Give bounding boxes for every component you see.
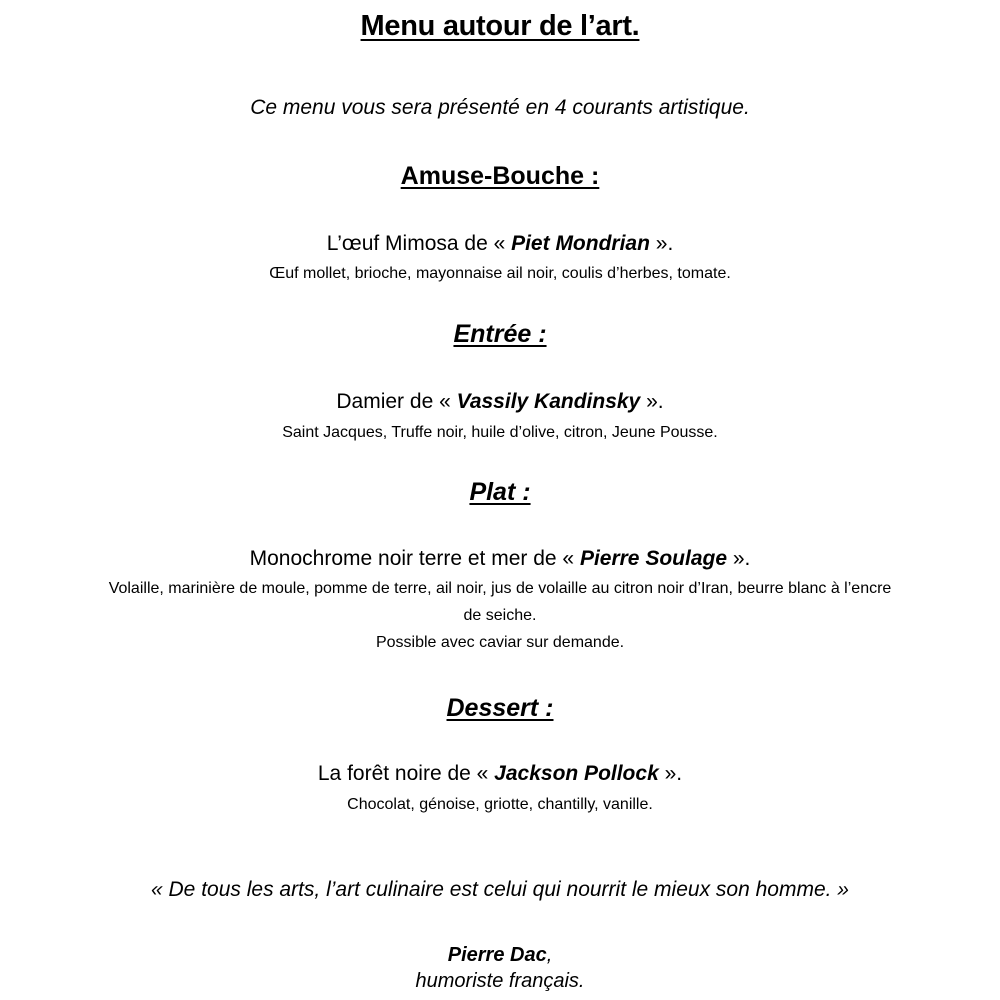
dish-suffix: ». <box>727 547 751 570</box>
dish-description: Œuf mollet, brioche, mayonnaise ail noir, coulis d’herbes, tomate. <box>269 265 731 282</box>
dish-prefix: Damier de « <box>336 390 457 413</box>
dish-description: de seiche. <box>463 607 537 624</box>
dish-description: Saint Jacques, Truffe noir, huile d’olive, citron, Jeune Pousse. <box>282 424 718 441</box>
closing-quote: « De tous les arts, l’art culinaire est celui qui nourrit le mieux son homme. » <box>151 878 849 901</box>
dish-prefix: Monochrome noir terre et mer de « <box>249 547 580 570</box>
artist-name: Piet Mondrian <box>511 232 650 255</box>
author-suffix: , <box>546 944 553 966</box>
quote-author <box>0 944 1000 967</box>
author-role: humoriste français. <box>415 970 585 992</box>
section-heading-amuse-bouche: Amuse-Bouche : <box>400 162 600 190</box>
section-heading-dessert: Dessert : <box>446 694 554 722</box>
artist-name: Pierre Soulage <box>579 547 727 570</box>
page-title: Menu autour de l’art. <box>360 10 640 42</box>
dish-suffix: ». <box>640 390 664 413</box>
dish-title-entree <box>0 390 1000 414</box>
dish-description: Chocolat, génoise, griotte, chantilly, vanille. <box>347 796 653 813</box>
dish-description: Volaille, marinière de moule, pomme de terre, ail noir, jus de volaille au citron noir d’Iran, beurre blanc à l’encre <box>108 580 892 597</box>
artist-name: Jackson Pollock <box>494 762 659 785</box>
dish-suffix: ». <box>658 762 683 785</box>
section-heading-plat: Plat : <box>469 478 531 506</box>
dish-prefix: La forêt noire de « <box>317 762 495 785</box>
section-heading-entree: Entrée : <box>453 320 547 348</box>
dish-title-amuse-bouche <box>0 232 1000 256</box>
artist-name: Vassily Kandinsky <box>456 390 641 413</box>
dish-description-note: Possible avec caviar sur demande. <box>375 634 625 651</box>
author-name: Pierre Dac <box>447 944 547 966</box>
page-subtitle: Ce menu vous sera présenté en 4 courants artistique. <box>250 96 750 119</box>
dish-prefix: L’œuf Mimosa de « <box>326 232 512 255</box>
dish-title-plat <box>0 547 1000 571</box>
dish-suffix: ». <box>649 232 674 255</box>
dish-title-dessert <box>0 762 1000 786</box>
